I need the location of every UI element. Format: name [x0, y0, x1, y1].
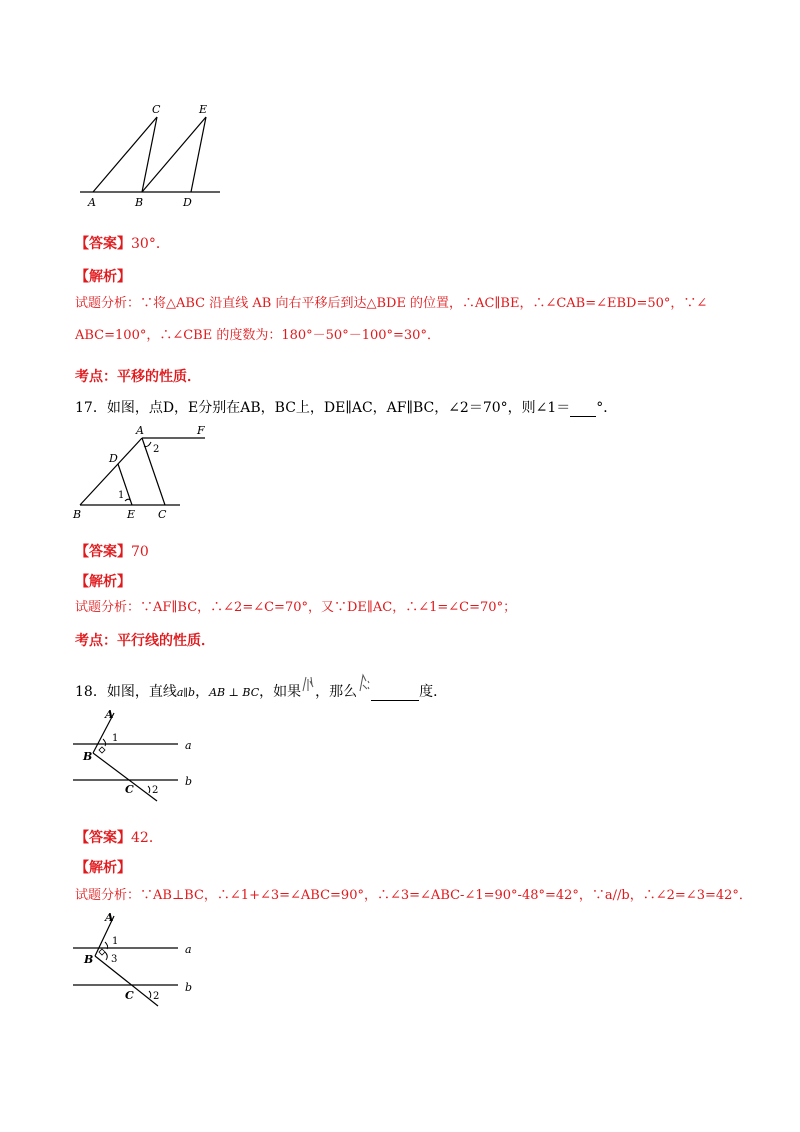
line-label-a: a	[185, 943, 192, 956]
point-label-e: E	[127, 508, 136, 521]
point-label-e: E	[199, 103, 208, 116]
point-label-f: F	[197, 424, 205, 437]
angle-label-2: 2	[153, 991, 160, 1002]
answer-tag: 【答案】	[75, 236, 131, 252]
stem-perp-expression: AB ⊥ BC	[209, 686, 260, 699]
analysis-tag: 【解析】	[75, 269, 131, 285]
stem-text: ，	[195, 684, 210, 700]
question-18-stem	[75, 681, 447, 701]
q18-answer-row	[75, 827, 163, 847]
stem-text: 度．	[419, 684, 448, 700]
analysis-tag: 【解析】	[75, 860, 131, 876]
formula-image-angle1	[301, 673, 315, 699]
q17-answer-row	[75, 541, 149, 561]
point-label-c: C	[152, 103, 161, 116]
line-label-b: b	[185, 775, 193, 788]
analysis-line: 试题分析：∵AB⊥BC，∴∠1+∠3=∠ABC=90°，∴∠3=∠ABC-∠1=90°-48°=42°，∵a//b，∴∠2=∠3=42°．	[75, 888, 752, 903]
kaodian: 考点：平移的性质．	[75, 369, 201, 385]
answer-blank	[371, 684, 419, 701]
point-label-b: B	[84, 953, 94, 966]
stem-text: ，如果	[259, 684, 302, 700]
angle-label-1: 1	[112, 936, 119, 947]
analysis-line: 试题分析：∵AF∥BC，∴∠2=∠C=70°，又∵DE∥AC，∴∠1=∠C=70°；	[75, 600, 517, 615]
point-label-a: A	[105, 708, 114, 721]
figure-parallel-lines-q18	[65, 705, 205, 805]
point-label-a: A	[88, 196, 96, 209]
angle-label-3: 3	[111, 954, 118, 965]
stem-text: ，那么	[315, 684, 358, 700]
analysis-line: ABC=100°，∴∠CBE 的度数为：180°－50°－100°=30°．	[75, 328, 440, 343]
answer-tag: 【答案】	[75, 544, 131, 560]
angle-label-1: 1	[118, 490, 125, 501]
stem-text: 17．如图，点D，E分别在AB，BC上，DE∥AC，AF∥BC，∠2＝70°，则∠1＝	[75, 400, 571, 416]
point-label-c: C	[125, 989, 134, 1002]
point-label-b: B	[83, 750, 93, 763]
analysis-line: 试题分析：∵将△ABC 沿直线 AB 向右平移后到达△BDE 的位置，∴AC∥BE，∴∠CAB=∠EBD=50°，∵∠	[75, 296, 708, 311]
point-label-b: B	[73, 508, 82, 521]
point-label-a: A	[105, 911, 114, 924]
kaodian: 考点：平行线的性质．	[75, 633, 215, 649]
figure-analysis-q18	[65, 908, 205, 1008]
stem-line-b: b	[188, 686, 196, 699]
analysis-tag: 【解析】	[75, 574, 131, 590]
answer-tag: 【答案】	[75, 830, 131, 846]
answer-value: 42．	[131, 830, 163, 846]
point-label-a: A	[136, 424, 144, 437]
answer-value: 30°．	[131, 236, 170, 252]
line-label-b: b	[185, 981, 193, 994]
angle-label-1: 1	[112, 733, 119, 744]
answer-value: 70	[131, 544, 149, 560]
stem-text: 18．如图，直线	[75, 684, 177, 700]
point-label-d: D	[183, 196, 192, 209]
point-label-c: C	[158, 508, 167, 521]
point-label-b: B	[135, 196, 144, 209]
point-label-c: C	[125, 783, 134, 796]
stem-parallel-symbol: ∥	[183, 688, 189, 699]
stem-text: °．	[596, 400, 618, 416]
stem-line-a: a	[176, 686, 184, 699]
answer-blank	[570, 400, 596, 417]
angle-label-2: 2	[152, 785, 159, 796]
figure-translation-triangles	[70, 100, 230, 210]
figure-parallel-lines-q17	[65, 420, 215, 525]
point-label-d: D	[109, 452, 118, 465]
angle-label-2: 2	[153, 444, 160, 455]
line-label-a: a	[185, 739, 192, 752]
q16-answer-row	[75, 233, 170, 253]
question-17-stem	[75, 397, 617, 417]
formula-image-angle2	[357, 671, 371, 699]
